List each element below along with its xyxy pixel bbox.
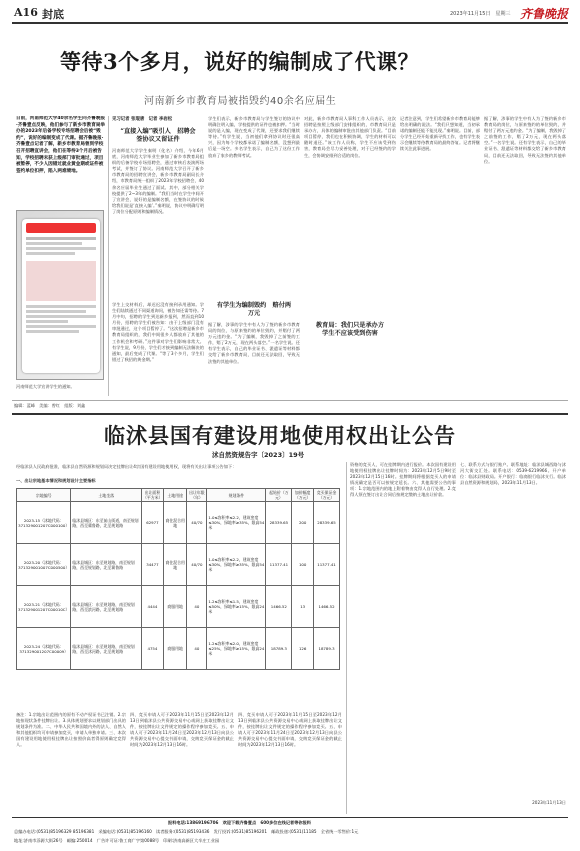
- table-cell: 临沭县城区：东至前山街道，南至规划路，西至冀鲁路，北至规划路: [71, 502, 142, 544]
- table-cell: 11377.41: [266, 544, 292, 586]
- footer-rule: [12, 817, 568, 818]
- table-cell: 2023-21（沭地代码：371329001207C00010C）: [17, 586, 71, 628]
- notice-right-col-2: 七、联系方式与银行账户。联系地址：临沭县城西路与沭河大街交汇处。联系电话：0539-6219966。开户单位：临沭县财政局。开户银行：临商银行临沭支行。临沭县自然资源和规划局，2023年11月13日。: [460, 462, 566, 486]
- table-cell: 商服用地: [163, 628, 187, 670]
- column-divider: [346, 462, 347, 814]
- table-cell: 34477: [142, 544, 164, 586]
- news-photo: [16, 210, 104, 380]
- editor-rule: [12, 400, 568, 401]
- newspaper-logo: 齐鲁晚报: [520, 7, 569, 21]
- notice-intro: 经临沭县人民政府批准，临沭县自然资源和规划局决定挂牌出让4宗国有建设用地使用权，现将有关出让事项公告如下：: [16, 464, 237, 469]
- table-cell: 40: [187, 628, 207, 670]
- col-header-start-price: 起始价（万元）: [266, 489, 292, 502]
- subhead-compensation: 有学生为编制毁约 赔付两万元: [216, 302, 292, 317]
- subhead-bureau-response: 教育局：我们只是承办方 学生不应该受到伤害: [315, 322, 391, 337]
- subhead-direct-entry: “直接入编”吸引人 招聘会签协议又留证件: [120, 128, 196, 143]
- table-cell: 商服用地: [163, 586, 187, 628]
- article-column-4: 据了解，涉事的学生中有人为了签约新乡市教育局的岗位，与原来签约的单位毁约，并赔付了两万元违约金。“为了编制，我毁掉了之前签的工作，赔了2万元，现在两头落空。”一名学生说。还有学生表示，自己的毕业证书、派遣证等材料都交给了新乡市教育局，目前还无法取回，导致无法签约其他单位。: [208, 322, 300, 364]
- table-cell: 商住混合用地: [163, 502, 187, 544]
- notice-number: 沭自然资规告字〔2023〕19号: [212, 451, 305, 459]
- table-cell: 1.0≤容积率≤2.2，建筑密度≤30%，绿地率≥35%，限高54米: [207, 544, 266, 586]
- article-column-7: 据了解，涉事的学生中有人为了签约新乡市教育局的岗位，与原来签约的单位毁约，并赔付了两万元违约金。“为了编制，我毁掉了之前签的工作，赔了2万元，现在两头落空。”一名学生说。还有学生表示，自己的毕业证书、派遣证等材料都交给了新乡市教育局，目前还无法取回，导致无法签约其他单位。: [484, 116, 566, 164]
- table-cell: 2023-20（沭地代码：371329001007C000500）: [17, 544, 71, 586]
- footer-address: 地址:济南市泺源大街26号 邮编:250014 广告许可证:鲁工商广字第0088号 印刷:济南高新区大辛庄工业园: [14, 838, 220, 843]
- footer-hotline: 报料电话:13869196706 欢迎下载齐鲁壹点 600多位在线记者等你报料: [168, 820, 311, 825]
- table-cell: 28339.65: [314, 502, 340, 544]
- article-column-6: 记者注意到，学生们希望新乡市教育局能够给出明确的说法。“我们只想知道，当初承诺的编制还能不能兑现。”秦明说。目前，部分学生已经开始重新寻找工作，也有学生表示会继续等待教育局的最终答复。记者将继续关注此事进展。: [400, 116, 480, 152]
- notice-section-1: 一、出让宗地基本情况和规划设计主要指标: [16, 478, 96, 483]
- table-cell: 临沭县城区：东至规划路，南至规划路，西至沭河路，北至规划路: [71, 628, 142, 670]
- table-cell: 40/70: [187, 502, 207, 544]
- col-header-deposit: 竞买保证金（万元）: [314, 489, 340, 502]
- col-header-land-use: 土地用途: [163, 489, 187, 502]
- table-row: [17, 628, 340, 670]
- table-cell: 4754: [142, 628, 164, 670]
- page-number: A16: [14, 6, 38, 19]
- table-row: [17, 544, 340, 586]
- editor-line: 编辑：蓝峰 美编：曾红 组版：刘鑫: [14, 403, 86, 408]
- col-header-location: 土地坐落: [71, 489, 142, 502]
- article-column-5: 对此，新乡市教育局人事科工作人员表示，这次招聘是按照上级部门安排组织的，市教育局只是承办方，具体的编制审批由其他部门负责。“目前项目暂停，我们也在积极协调，学生的材料可以随时退还。”该工作人员称，学生不应该受到伤害，教育局会尽力妥善处理，对于已经签约的学生，会协调安排到合适的岗位。: [304, 116, 396, 158]
- land-parcel-table: [16, 488, 340, 670]
- table-cell: 4444: [142, 586, 164, 628]
- table-cell: 13: [292, 586, 314, 628]
- section-rule: [12, 413, 568, 415]
- table-cell: 126: [292, 628, 314, 670]
- table-cell: 临沭县城区：东至规划路，南至规划路，西至滨河路，北至规划路: [71, 586, 142, 628]
- notice-right-col-1: 资格的竞买人，可在挂牌期内进行报价。本次国有建设用地使用权挂牌出让挂牌时间为：2023年12月5日9时至2023年12月15日16时。挂牌期间将根据竞买人的申请情况确定是否可以按规定延长。六、其他需要公告的事项：1.宗地范围内的地上附着物由竞得人自行处理。2.竞得人须在签订出让合同后按规定缴纳土地出让价款。: [350, 462, 456, 498]
- col-header-increment: 加价幅度（万元）: [292, 489, 314, 502]
- col-header-parcel-no: 宗地编号: [17, 489, 71, 502]
- table-cell: 62977: [142, 502, 164, 544]
- table-cell: 2023-24（沭地代码：371329001207C00009）: [17, 628, 71, 670]
- table-cell: 11377.41: [314, 544, 340, 586]
- table-cell: 18789.3: [314, 628, 340, 670]
- article-headline: 等待3个多月，说好的编制成了代课？: [60, 49, 420, 74]
- notice-application: 四、竞买申请人可于2023年11月15日至2023年12月13日到临沭县公共资源交易中心或网上获取挂牌出让文件，按挂牌出让文件规定的操作程序参加竞买。五、申请人可于2023年11月24日至2023年12月13日向县公共资源交易中心提交书面申请，交纳竞买保证金的截止时间为2023年12月13日16时。: [130, 712, 234, 748]
- table-cell: 商住混合用地: [163, 544, 187, 586]
- table-cell: 18789.3: [266, 628, 292, 670]
- table-cell: 1.2≤容积率≤2.0，建筑密度≤25%，绿地率≥15%，限高24米: [207, 628, 266, 670]
- photo-caption: 河南师范大学宣讲学生的通知。: [16, 384, 75, 389]
- issue-date: 2023年11月15日 星期三: [450, 11, 511, 17]
- notice-title: 临沭县国有建设用地使用权出让公告: [104, 423, 456, 448]
- table-cell: 28339.65: [266, 502, 292, 544]
- footer-contacts: 总编办电话:(0531)85196329 85196381 采编电话:(0531)85196160 读者服务:(0531)85193436 发行投诉:(0531)85196201 邮政投递:(0531)11185 全省统一零售价:1元: [14, 829, 359, 834]
- table-cell: 1.2≤容积率≤1.5，建筑密度≤50%，绿地率≥15%，限高24米: [207, 586, 266, 628]
- table-cell: 200: [292, 502, 314, 544]
- table-row: [17, 502, 340, 544]
- header-rule: [12, 22, 568, 24]
- notice-bidding-info: 四、竞买申请人可于2023年11月15日至2023年12月13日到临沭县公共资源交易中心或网上获取挂牌出让文件，按挂牌出让文件规定的操作程序参加竞买。五、申请人可于2023年11月24日至2023年12月13日向县公共资源交易中心提交书面申请，交纳竞买保证金的截止时间为2023年12月13日16时。: [238, 712, 342, 748]
- column-divider: [108, 116, 109, 396]
- page-section: 封底: [42, 8, 64, 21]
- table-cell: 2023-15（沭地代码：371329001207C000100）: [17, 502, 71, 544]
- table-cell: 1.0≤容积率≤2.2，建筑密度≤30%，绿地率≥35%，限高54米: [207, 502, 266, 544]
- table-cell: 临沭县城区：东至规划路，南至规划路，西至规划路，北至冀鲁路: [71, 544, 142, 586]
- col-header-term: 出让年限（年）: [187, 489, 207, 502]
- table-row: [17, 586, 340, 628]
- table-cell: 100: [292, 544, 314, 586]
- article-column-2: 学生上交材料后，却迟迟没有接到录用通知。学生们陆续通过不同渠道询问，被告知还需等待。7月中旬，招聘的学生到达新乡报到，然而直到10月份，招聘的学生们被告知：由于上级部门没有审批通过，这个项目暂停了。“这次招聘是新乡市教育局组织的，我们中间很多人都放弃了其他的工作机会和考研。”这件事对学生们影响非常大。有学生说，9月份，学生们才接到编制无法解决的通知，最后变成了代课。“等了3个多月，学生们错过了秋招的黄金期。”: [112, 302, 204, 362]
- table-cell: 40/70: [187, 544, 207, 586]
- col-header-planning: 规划条件: [207, 489, 266, 502]
- notice-remarks: 备注：1.宗地出让范围内的原有不动产权证书已注销。2.宗地按现状条件挂牌出让。3.具体规划要求以规划部门出具的规划条件为准。二、中华人民共和国境内外的法人、自然人和其他组织均可申请参加竞买，申请人单独申请。三、本次国有建设用地使用权挂牌出让按照价高者得原则确定竞得人。: [16, 712, 126, 748]
- notice-date: 2023年11月13日: [532, 800, 566, 805]
- article-byline: 见习记者 张琨唐 记者 李岩松: [112, 117, 173, 122]
- article-column-3: 学生们表示，新乡市教育局与学生签订的协议中明确注明入编，学校提供的证件也被扣押。“当时说的是入编，现在变成了代课，还要求我们继续等待。”有学生说，当初他们拿到协议时还很高兴，因为每个学校都承诺了编制名额，没想到最后是一场空。多名学生表示，自己为了这份工作放弃了家乡的教师考试。: [208, 116, 300, 158]
- article-column-1: 河南师范大学学生秦明（化名）介绍，今年6月底，河南师范大学毕业生参加了新乡市教育局组织的后备学校专场招聘会，通过审核后表演两场考试，并签订了协议。河南师范大学召开了新乡市教育局的招聘宣讲会，新乡市教育局副局长介绍，市教育局统一组织了2023年学校招聘会，40余名应届毕业生通过了面试。其中，部分相关学校提供了2~3年的编制。“我们当时在学生中间开了宣讲会，说好的是编制名额，在签协议的时候给我们说是‘直接入编’。”秦明说，协议中明确写明了岗位分配原则和编制情况。: [112, 148, 204, 214]
- table-cell: 40: [187, 586, 207, 628]
- col-header-area: 出让面积（平方米）: [143, 490, 163, 500]
- article-subheadline: 河南新乡市教育局被指毁约40余名应届生: [144, 96, 337, 107]
- table-cell: 1466.52: [266, 586, 292, 628]
- table-cell: 1466.52: [314, 586, 340, 628]
- article-lead: 日前，河南师范大学40余名学生向齐鲁晚报·齐鲁壹点反映，他们参与了新乡市教育局举办的2023年后备学校专场招聘会后被“毁约”，说好的编制变成了代课。据齐鲁晚报·齐鲁壹点记者了解，新乡市教育局曾到学校召开招聘宣讲会，他们在等待3个月后被告知，学校招聘未获上级部门审批通过，项目被暂停，不少人因错过就业黄金期或证件被签约单位扣押，陷入两难境地。: [16, 116, 106, 174]
